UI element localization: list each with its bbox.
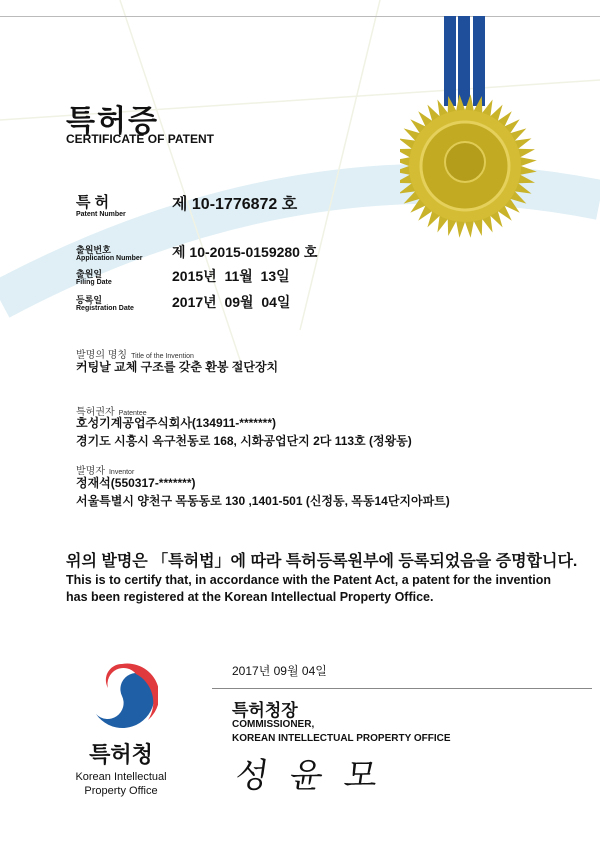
application-number-label-en: Application Number (76, 255, 143, 262)
patentee-name: 호성기계공업주식회사(134911-*******) (76, 416, 276, 430)
certification-en (66, 572, 551, 606)
office-name-en (56, 770, 186, 798)
office-name-ko: 특허청 (89, 742, 153, 767)
issue-date: 2017년 09월 04일 (232, 664, 327, 678)
registration-date-label: 등록일 (76, 295, 103, 305)
application-number: 제 10-2015-0159280 호 (172, 244, 318, 260)
signature-divider (212, 688, 592, 689)
patent-number-label-en: Patent Number (76, 211, 126, 218)
registration-date-label-en: Registration Date (76, 305, 134, 312)
filing-date: 2015년 11월 13일 (172, 268, 290, 284)
filing-date-label: 출원일 (76, 269, 103, 279)
filing-date-label-en: Filing Date (76, 279, 112, 286)
commissioner-title-en-line2: KOREAN INTELLECTUAL PROPERTY OFFICE (232, 733, 451, 744)
certification-en-line2: has been registered at the Korean Intellectual Property Office. (66, 590, 434, 604)
invention-label-ko: 발명의 명칭 (76, 350, 128, 361)
office-name-en-line2: Property Office (84, 785, 158, 797)
inventor-label-en: Inventor (108, 469, 135, 476)
inventor-label-ko: 발명자 (76, 466, 105, 477)
certification-ko: 위의 발명은 「특허법」에 따라 특허등록원부에 등록되었음을 증명합니다. (66, 553, 578, 570)
invention-title: 커팅날 교체 구조를 갖춘 환봉 절단장치 (76, 360, 279, 374)
commissioner-title-en (232, 718, 451, 746)
office-name-en-line1: Korean Intellectual (75, 771, 167, 783)
application-number-label: 출원번호 (76, 245, 111, 255)
patentee-label-ko: 특허권자 (76, 407, 115, 418)
commissioner-title-en-line1: COMMISSIONER, (232, 719, 315, 730)
certification-en-line1: This is to certify that, in accordance with the Patent Act, a patent for the invention (66, 573, 552, 587)
kipo-logo-icon (86, 660, 158, 732)
patentee-address: 경기도 시흥시 옥구천동로 168, 시화공업단지 2다 113호 (정왕동) (76, 434, 412, 448)
inventor-address: 서울특별시 양천구 목동동로 130 ,1401-501 (신정동, 목동14단지아파트) (76, 494, 450, 508)
registration-date: 2017년 09월 04일 (172, 294, 291, 310)
commissioner-title-ko: 특허청장 (232, 701, 298, 720)
patent-number: 제 10-1776872 호 (172, 196, 298, 213)
patent-number-label: 특 허 (76, 194, 110, 211)
page-subtitle: CERTIFICATE OF PATENT (66, 132, 214, 146)
inventor-name: 정재석(550317-*******) (76, 476, 196, 490)
page-title: 특허증 (66, 105, 159, 138)
commissioner-signature: 성 윤 모 (232, 756, 381, 796)
gold-seal (400, 16, 580, 246)
patentee-label-en: Patentee (118, 410, 147, 417)
invention-label-en: Title of the Invention (131, 353, 194, 360)
